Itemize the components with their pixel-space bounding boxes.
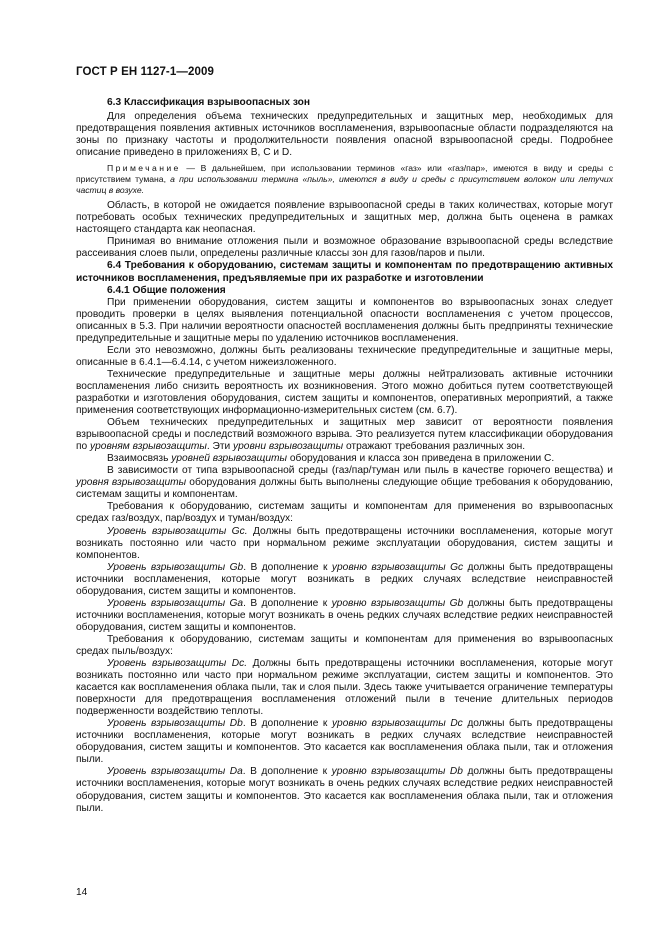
section-6-3-paragraph-2: Область, в которой не ожидается появление взрывоопасной среды в таких количествах, которые могут потребовать особых технических предупредительных и защитных мер, должна быть оценена в рамках настоящего стандарта как неопасная.: [76, 200, 613, 236]
italic-term: уровни взрывозащиты: [233, 441, 344, 453]
text-run: Должны быть предотвращены источники воспламенения, которые могут возникать постоянно или часто при нормальном режиме эксплуатации, систем защиты и компонентов. Это касается как воспламенения облака пыли, так и слоя пыли. Здесь также учитывается ограничение температуры поверхности для предотвращения воспламенения отложений пыли в течение длительных периодов подверженности воздействию теплоты.: [76, 658, 613, 718]
section-6-4-1-paragraph-4: [76, 417, 613, 453]
section-6-4-1-paragraph-6: [76, 465, 613, 501]
section-6-4-1-paragraph-3: Технические предупредительные и защитные меры должны нейтрализовать активные источники воспламенения либо снизить вероятность их возникновения. Этого можно добиться путем соответствующей разработки и изготовления оборудования, систем защиты и компонентов, оперативных мероприятий, а также применения соответствующих информационно-измерительных систем (см. 6.7).: [76, 368, 613, 417]
page-number: 14: [76, 887, 88, 898]
italic-term: уровню взрывозащиты Dc: [331, 718, 463, 730]
note-italic-text: а при использовании термина «пыль», имеются в виду и среды с присутствием волокон или летучих частиц в возухе.: [76, 174, 614, 196]
section-6-4-1-paragraph-5: [76, 453, 613, 465]
italic-term: Уровень взрывозащиты Da: [107, 766, 243, 778]
text-run: . В дополнение к: [242, 766, 332, 778]
italic-term: уровню взрывозащиты Gc: [331, 561, 464, 573]
gas-requirements-intro: Требования к оборудованию, системам защиты и компонентам для применения во взрывоопасных средах газ/воздух, пар/воздух и туман/воздух:: [76, 501, 613, 525]
italic-term: уровню взрывозащиты Db: [331, 766, 463, 778]
page-content: [76, 97, 613, 815]
text-run: оборудования и класса зон приведена в приложении С.: [286, 453, 555, 465]
level-gc: [76, 526, 613, 562]
italic-term: уровня взрывозащиты: [76, 477, 187, 489]
text-run: . В дополнение к: [243, 597, 332, 609]
text-run: отражают требования различных зон.: [343, 441, 526, 453]
section-6-3-heading: 6.3 Классификация взрывоопасных зон: [107, 97, 311, 108]
text-run: должны быть предотвращены источники воспламенения, которые могут возникать в редких случаях вследствие неисправностей оборудования, систем защиты и компонентов. Это касается как воспламенения облака пыли, так и отложения пыли.: [76, 718, 613, 766]
text-run: Объем технических предупредительных и защитных мер зависит от вероятности появления взрывоопасной среды и последствий возможного взрыва. Это реализуется путем классификации оборудования по: [76, 417, 613, 453]
note: [76, 163, 613, 196]
section-6-3-paragraph-1: Для определения объема технических предупредительных и защитных мер, необходимых для предотвращения появления активных источников воспламенения, взрывоопасные области подразделяются на зоны по признаку частоты и продолжительности появления опасной взрывоопасной среды. Подробнее описание приведено в приложениях В, С и D.: [76, 111, 613, 159]
level-dc: [76, 658, 613, 718]
level-gb: [76, 562, 613, 598]
text-run: должны быть предотвращены источники воспламенения, которые могут возникать в очень редких случаях вследствие редких неисправностей оборудования, систем защиты и компонентов. Это касается как воспламенения облака пыли, так и отложения пыли.: [76, 766, 613, 814]
italic-term: Уровень взрывозащиты Gc.: [107, 525, 248, 537]
section-6-4-heading: 6.4 Требования к оборудованию, системам защиты и компонентам по предотвращению активных источников воспламенения, предъявляемые при их разработке и изготовлении: [76, 260, 613, 284]
italic-term: Уровень взрывозащиты Db: [107, 718, 243, 730]
italic-term: Уровень взрывозащиты Dc.: [107, 658, 248, 670]
section-6-4-1-heading: 6.4.1 Общие положения: [107, 284, 226, 296]
note-text: — В дальнейшем, при использовании терминов «газ» или «газ/пар», имеются в виду и среды с присутствием тумана,: [76, 163, 613, 185]
dust-requirements-intro: Требования к оборудованию, системам защиты и компонентам для применения во взрывоопасных средах пыль/воздух:: [76, 633, 613, 657]
section-6-4-1-paragraph-2: Если это невозможно, должны быть реализованы технические предупредительные и защитные меры, описанные в 6.4.1—6.4.14, с учетом нижеизложенного.: [76, 344, 613, 368]
note-label: Примечание: [107, 163, 181, 174]
text-run: В зависимости от типа взрывоопасной среды (газ/пар/туман или пыль в качестве горючего вещества) и: [107, 465, 613, 477]
text-run: . В дополнение к: [242, 718, 332, 730]
text-run: Должны быть предотвращены источники воспламенения, которые могут возникать постоянно или часто при нормальном режиме эксплуатации оборудования, систем защиты и компонентов.: [76, 525, 614, 561]
level-da: [76, 766, 613, 814]
section-6-3-paragraph-3: Принимая во внимание отложения пыли и возможное образование взрывоопасной среды вследствие рассеивания слоев пыли, определены различные классы зон для газов/паров и пыли.: [76, 236, 613, 260]
text-run: Взаимосвязь: [107, 453, 172, 465]
italic-term: уровню взрывозащиты Gb: [331, 597, 464, 609]
text-run: должны быть предотвращены источники воспламенения, которые могут возникать в очень редких случаях вследствие редких неисправностей оборудования, систем защиты и компонентов.: [76, 597, 613, 633]
text-run: . В дополнение к: [243, 561, 332, 573]
document-header: ГОСТ Р ЕН 1127-1—2009: [76, 66, 214, 78]
italic-term: Уровень взрывозащиты Ga: [107, 597, 244, 609]
italic-term: уровней взрывозащиты: [171, 453, 287, 465]
level-ga: [76, 598, 613, 634]
italic-term: уровням взрывозащиты: [90, 441, 207, 453]
text-run: оборудования должны быть выполнены следующие общие требования к оборудованию, системам защиты и компонентам.: [76, 477, 613, 501]
section-6-4-1-paragraph-1: При применении оборудования, систем защиты и компонентов во взрывоопасных зонах следует проводить проверки в целях выявления потенциальной опасности воспламенения с учетом процессов, описанных в 5.3. При наличии вероятности опасностей воспламенения должны быть предприняты технические предупредительные и защитные меры по удалению источников воспламенения.: [76, 296, 613, 344]
text-run: должны быть предотвращены источники воспламенения, которые могут возникать в редких случаях вследствие неисправностей оборудования, систем защиты и компонентов.: [76, 561, 613, 597]
level-db: [76, 718, 613, 766]
italic-term: Уровень взрывозащиты Gb: [107, 561, 244, 573]
text-run: . Эти: [206, 441, 234, 453]
